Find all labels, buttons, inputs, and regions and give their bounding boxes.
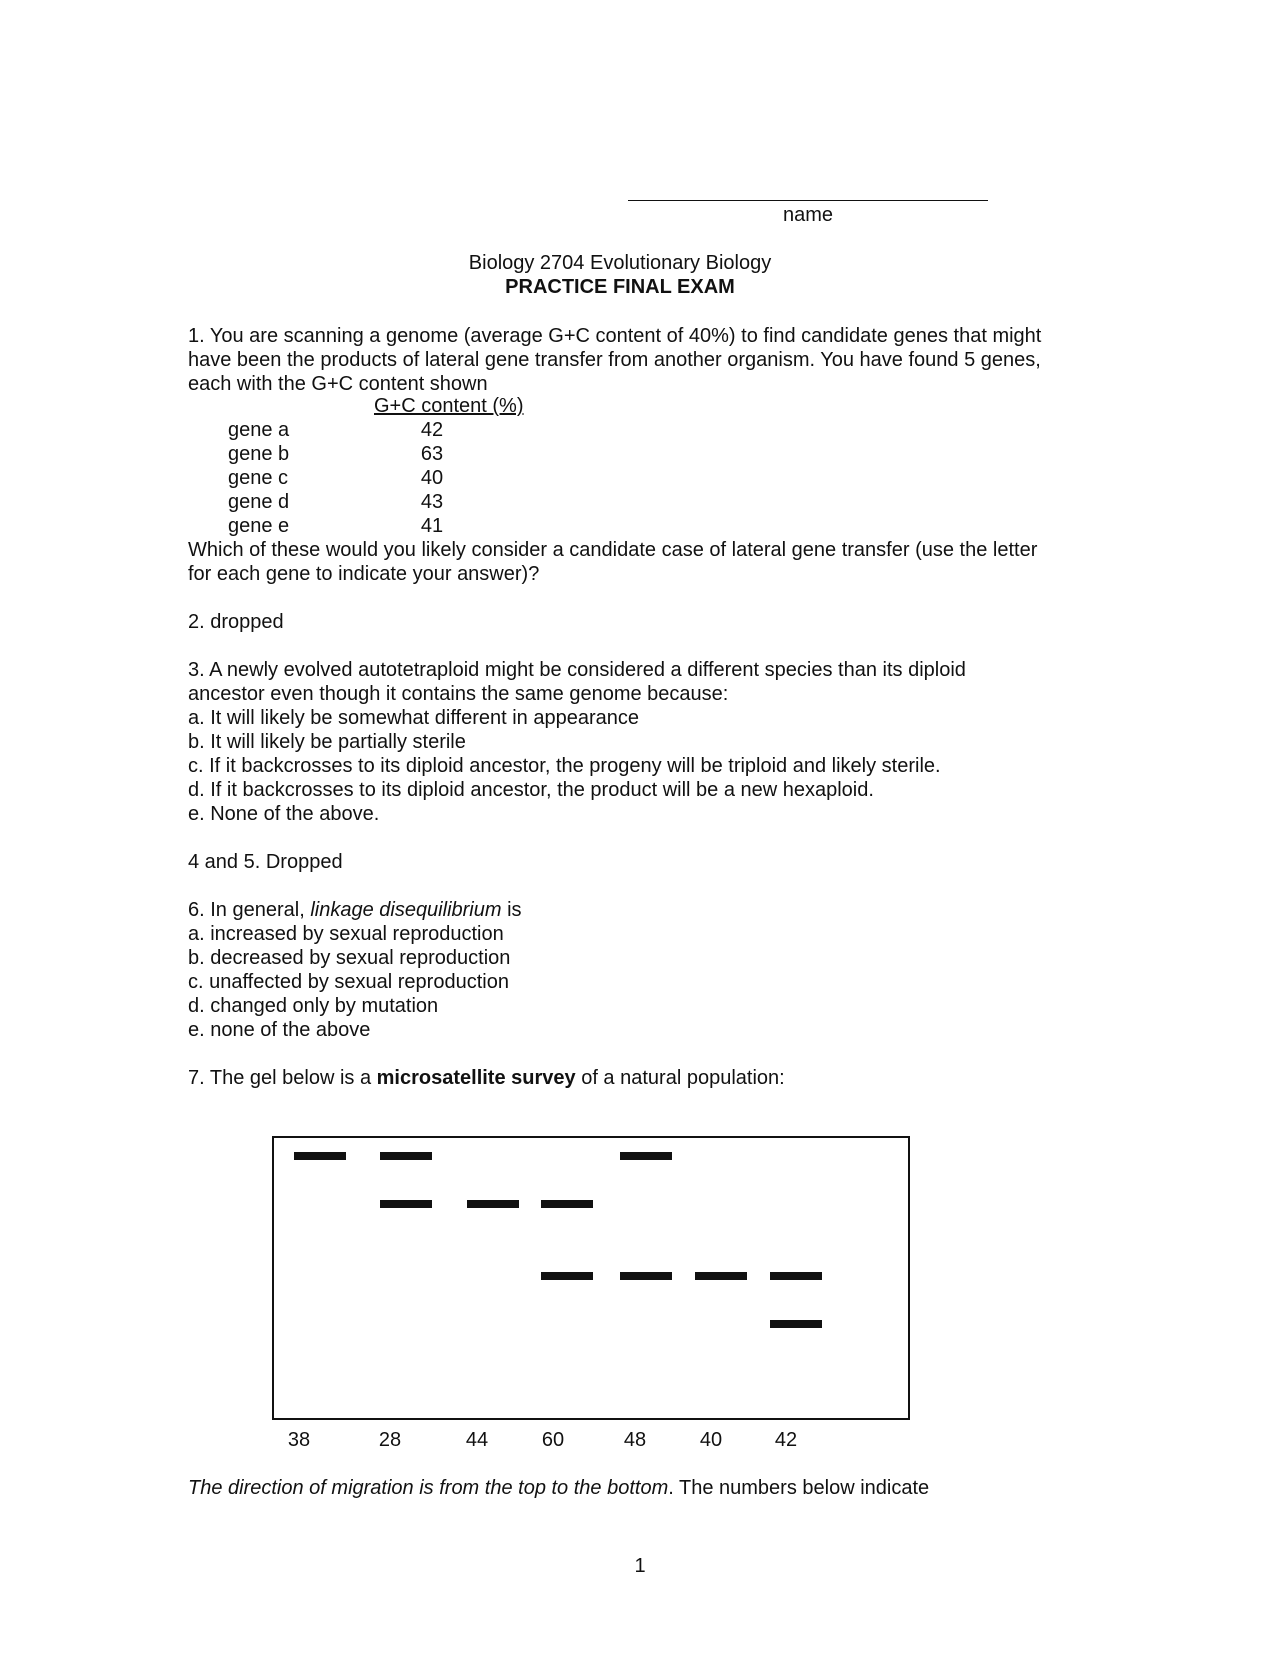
course-title: Biology 2704 Evolutionary Biology [468, 252, 772, 274]
q7-bold-term: microsatellite survey [376, 1067, 576, 1089]
gel-lane-label: 38 [287, 1429, 311, 1451]
gene-value: 43 [420, 491, 444, 513]
gel-band [541, 1272, 593, 1280]
gel-band [620, 1152, 672, 1160]
q6-option: d. changed only by mutation [188, 995, 439, 1017]
gel-lane-label: 42 [774, 1429, 798, 1451]
exam-title: PRACTICE FINAL EXAM [505, 276, 735, 298]
gel-band [467, 1200, 519, 1208]
q3-line-2: ancestor even though it contains the same genome because: [188, 683, 729, 705]
gene-value: 63 [420, 443, 444, 465]
gel-band [294, 1152, 346, 1160]
gene-value: 41 [420, 515, 444, 537]
q6-option: b. decreased by sexual reproduction [188, 947, 511, 969]
gel-band [695, 1272, 747, 1280]
q7-suffix: of a natural population: [575, 1067, 785, 1089]
gc-table-header: G+C content (%) [374, 395, 524, 417]
gel-lane-label: 60 [541, 1429, 565, 1451]
gel-band [380, 1152, 432, 1160]
name-blank-line [628, 200, 988, 201]
gel-band [380, 1200, 432, 1208]
gel-lane-label: 28 [378, 1429, 402, 1451]
q6-term: linkage disequilibrium [310, 899, 502, 921]
q1-line-2: have been the products of lateral gene transfer from another organism. You have found 5 genes, [188, 349, 1041, 371]
q2-text: 2. dropped [188, 611, 284, 633]
caption-italic: The direction of migration is from the top to the bottom [188, 1477, 669, 1499]
gel-lane-label: 40 [699, 1429, 723, 1451]
gel-band [770, 1272, 822, 1280]
q3-option: c. If it backcrosses to its diploid ancestor, the progeny will be triploid and likely sterile. [188, 755, 941, 777]
gene-name: gene d [228, 491, 290, 513]
q1-question-line-2: for each gene to indicate your answer)? [188, 563, 540, 585]
gel-diagram [272, 1136, 910, 1420]
q3-option: a. It will likely be somewhat different in appearance [188, 707, 639, 729]
gene-value: 40 [420, 467, 444, 489]
q6-prefix: 6. In general, [188, 899, 311, 921]
gene-name: gene a [228, 419, 290, 441]
caption-rest: . The numbers below indicate [668, 1477, 930, 1499]
gene-name: gene e [228, 515, 290, 537]
q7-prefix: 7. The gel below is a [188, 1067, 377, 1089]
gene-name: gene b [228, 443, 290, 465]
q7-stem [188, 1066, 785, 1090]
q1-line-1: 1. You are scanning a genome (average G+C content of 40%) to find candidate genes that might [188, 325, 1042, 347]
q6-option: c. unaffected by sexual reproduction [188, 971, 509, 993]
q6-option: e. none of the above [188, 1019, 371, 1041]
q6-option: a. increased by sexual reproduction [188, 923, 504, 945]
q1-line-3: each with the G+C content shown [188, 373, 488, 395]
q1-question-line-1: Which of these would you likely consider a candidate case of lateral gene transfer (use the letter [188, 539, 1038, 561]
gene-value: 42 [420, 419, 444, 441]
q6-stem [188, 898, 522, 922]
q3-option: e. None of the above. [188, 803, 380, 825]
name-label: name [782, 204, 834, 226]
gel-lane-label: 48 [623, 1429, 647, 1451]
q3-option: d. If it backcrosses to its diploid ancestor, the product will be a new hexaploid. [188, 779, 874, 801]
gel-band [541, 1200, 593, 1208]
gel-band [770, 1320, 822, 1328]
gel-lane-label: 44 [465, 1429, 489, 1451]
page-number: 1 [634, 1555, 646, 1577]
q6-suffix: is [501, 899, 522, 921]
q3-option: b. It will likely be partially sterile [188, 731, 466, 753]
q3-line-1: 3. A newly evolved autotetraploid might be considered a different species than its diploid [188, 659, 966, 681]
gel-band [620, 1272, 672, 1280]
q45-text: 4 and 5. Dropped [188, 851, 343, 873]
gene-name: gene c [228, 467, 289, 489]
q7-caption [188, 1476, 929, 1500]
